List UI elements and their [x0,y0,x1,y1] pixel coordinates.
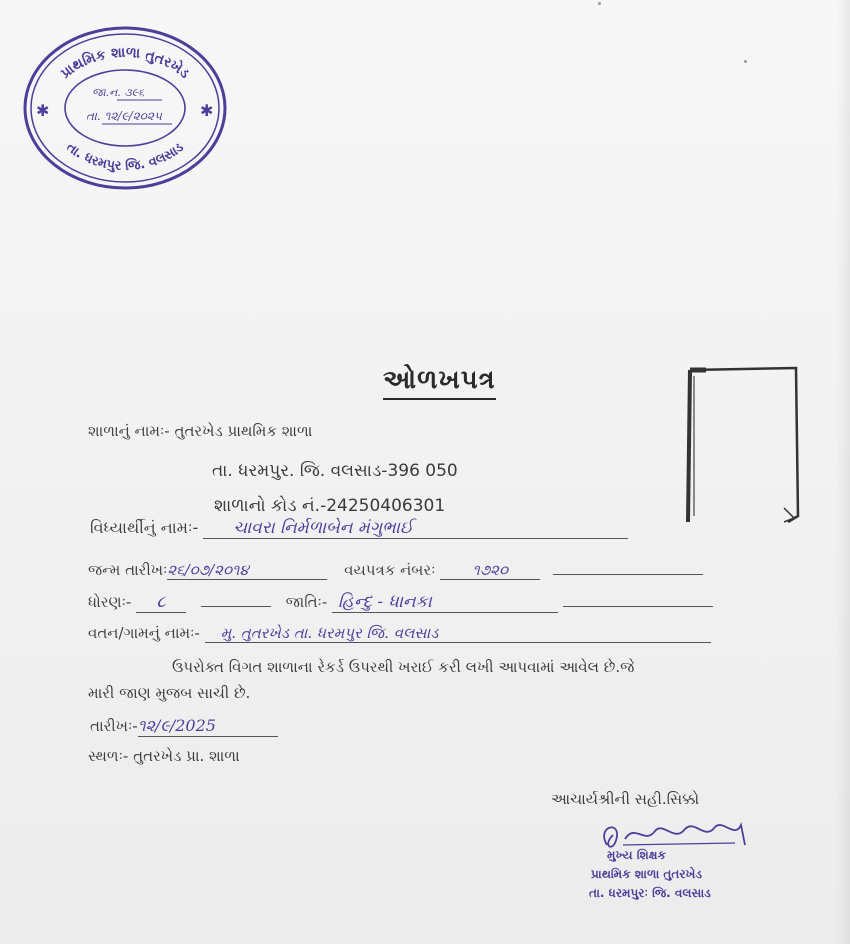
school-code-row [214,496,445,516]
age-register-label: વયપત્રક નંબરઃ [344,561,436,579]
svg-text:તા. ધરમપુર જિ. વલસાડ [63,140,186,174]
paper-speck [598,2,601,5]
principal-sign-label: આચાર્યશ્રીની સહી.સિક્કો [551,790,700,808]
caste-value: હિન્દુ - ધાનકા [332,592,558,613]
statement-line-1: ઉપરોક્ત વિગત શાળાના રેકર્ડ ઉપરથી ખરાઈ કરી લખી આપવામાં આવેલ છે.જે [172,658,635,676]
place-value: તુતરખેડ પ્રા. શાળા [133,747,240,765]
student-label: વિધ્યાર્થીનું નામઃ- [90,518,199,537]
place-label: સ્થળઃ- [88,747,129,765]
signature-stamp-line-3: તા. ધરમપુરઃ જિ. વલસાડ [589,886,711,900]
caste-label: જાતિઃ- [285,593,328,611]
page-edge-shadow [836,0,850,944]
student-name: ચાવરા નિર્મળાબેન મંગુભાઈ [203,518,628,539]
date-label: તારીખઃ- [90,717,138,735]
svg-text:✱: ✱ [200,101,214,120]
date-value: ૧૨/૯/2025 [138,716,278,737]
paper-speck [744,60,747,63]
age-register-value: ૧૭૨૦ [440,561,540,580]
school-address: તા. ધરમપુર. જિ. વલસાડ-396 050 [212,461,458,481]
std-label: ધોરણઃ- [88,593,132,611]
dob-row [88,561,703,580]
stamp-date: તા. ૧૨/૯/૨૦૨૫ [86,109,162,123]
school-code: 24250406301 [326,496,446,516]
student-name-row [90,518,628,539]
school-name-row [88,422,312,440]
village-label: વતન/ગામનું નામઃ- [88,624,200,642]
stamp-icon [22,24,228,192]
std-value: ૮ [136,592,186,613]
school-code-label: શાળાનો કોડ નં.- [214,496,327,516]
statement-line-2: મારી જાણ મુજબ સાચી છે. [88,684,251,702]
svg-text:પ્રાથમિક શાળા તુતરખેડ [58,45,193,82]
std-caste-row [88,592,713,613]
place-row [88,747,240,765]
school-stamp [22,24,228,192]
svg-text:✱: ✱ [36,101,50,120]
school-name: તુતરખેડ પ્રાથમિક શાળા [174,422,313,440]
signature-stamp-line-1: મુખ્ય શિક્ષક [607,848,666,862]
photo-box [684,366,800,524]
signature-stamp-line-2: પ્રાથમિક શાળા તુતરખેડ [591,867,703,881]
dob-value: ૨૬/૦૭/૨૦૧૪ [167,561,327,580]
principal-signature [585,815,755,905]
village-row [88,624,711,643]
stamp-inward-no: જા.ન. ૩૯૬ [92,86,145,99]
stamp-top-arc: પ્રાથમિક શાળા તુતરખેડ [57,44,193,82]
stamp-bottom-arc: તા. ધરમપુર જિ. વલસાડ [63,139,187,175]
school-label: શાળાનું નામઃ- [88,422,170,440]
dob-label: જન્મ તારીખઃ [88,561,168,579]
village-value: મુ. તુતરખેડ તા. ધરમપુર જિ. વલસાડ [205,624,711,643]
date-row [90,716,278,737]
page-title: ઓળખપત્ર [383,365,496,400]
